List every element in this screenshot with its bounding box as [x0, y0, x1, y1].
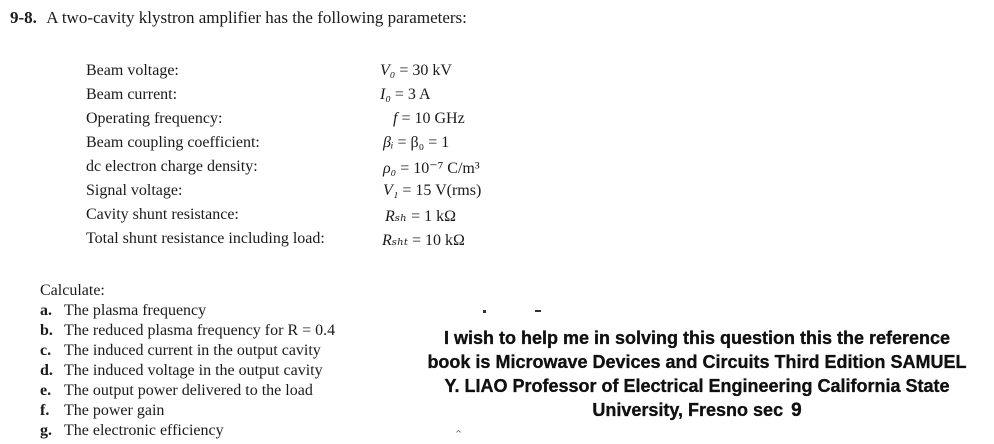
list-item: e. The output power delivered to the load: [40, 382, 313, 399]
overlay-note: [400, 326, 994, 423]
stray-mark: [483, 310, 486, 313]
param-label: Signal voltage:: [86, 182, 183, 199]
param-label: Cavity shunt resistance:: [86, 206, 239, 223]
list-item: f. The power gain: [40, 402, 165, 419]
list-item: a. The plasma frequency: [40, 302, 207, 319]
param-value: Rₛₕₜ = 10 kΩ: [382, 232, 465, 249]
problem-header: [10, 8, 467, 28]
problem-statement: A two-cavity klystron amplifier has the following parameters:: [46, 8, 467, 27]
param-label: Beam voltage:: [86, 62, 179, 79]
note-line: University, Fresno sec 9: [592, 400, 802, 421]
param-value: βᵢ = β₀ = 1: [383, 134, 450, 151]
param-label: Operating frequency:: [86, 110, 223, 127]
list-item: d. The induced voltage in the output cavity: [40, 362, 323, 379]
param-value: ρ₀ = 10⁻⁷ C/m³: [383, 160, 480, 177]
calculate-title: Calculate:: [40, 282, 105, 299]
list-item: b. The reduced plasma frequency for R = 0.4: [40, 322, 336, 339]
param-value: I₀ = 3 A: [380, 86, 431, 103]
param-label: Beam coupling coefficient:: [86, 134, 260, 151]
note-line: I wish to help me in solving this question this the reference: [443, 328, 951, 348]
note-line: book is Microwave Devices and Circuits Third Edition SAMUEL: [427, 352, 967, 372]
param-label: dc electron charge density:: [86, 158, 258, 175]
list-item: c. The induced current in the output cavity: [40, 342, 321, 359]
cropped-text-line: [0, 0, 994, 2]
section-number: 9: [791, 400, 802, 421]
caret-mark: ⌃: [454, 429, 464, 441]
param-value: V₁ = 15 V(rms): [383, 182, 482, 199]
note-line: Y. LIAO Professor of Electrical Engineering California State: [444, 376, 950, 396]
stray-mark: [535, 310, 541, 312]
list-item: g. The electronic efficiency: [40, 422, 224, 439]
param-label: Total shunt resistance including load:: [86, 230, 325, 247]
param-value: V₀ = 30 kV: [380, 62, 452, 79]
problem-number: 9-8.: [10, 8, 37, 27]
param-value: Rₛₕ = 1 kΩ: [385, 208, 457, 225]
param-value: f = 10 GHz: [393, 110, 465, 127]
param-label: Beam current:: [86, 86, 178, 103]
